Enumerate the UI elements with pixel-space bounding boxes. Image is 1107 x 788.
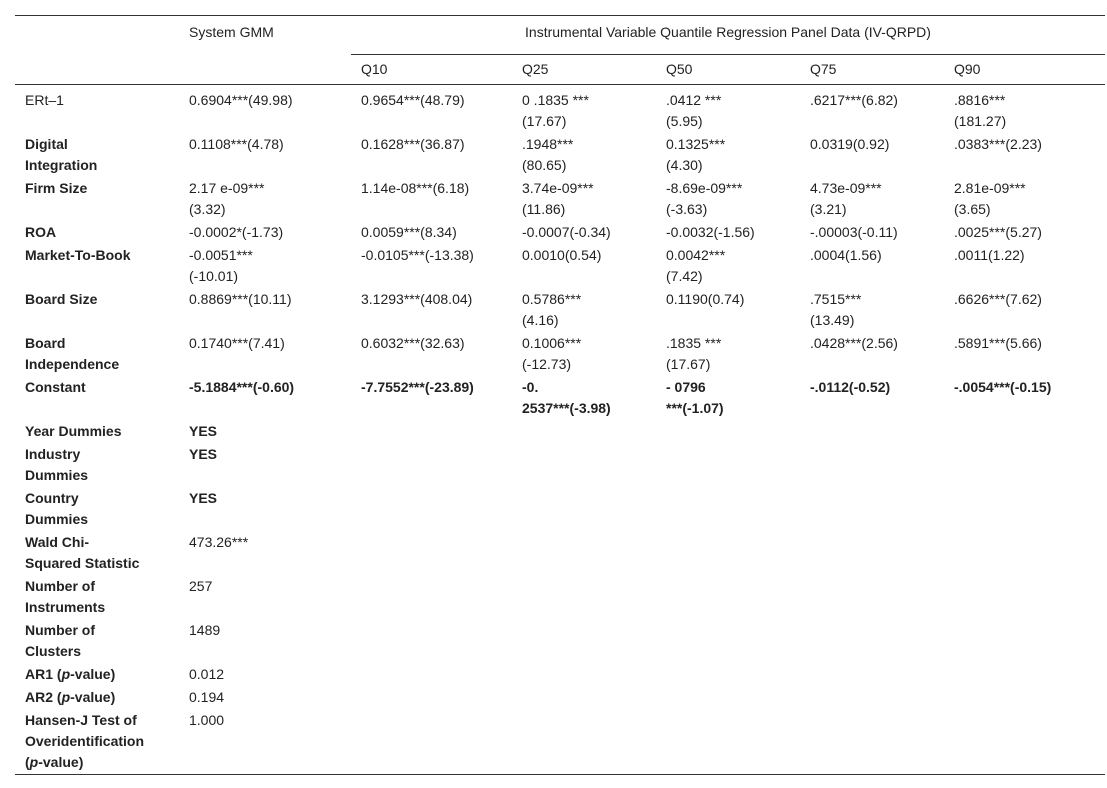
empty-cell [810, 487, 954, 531]
table-cell: 0.0010(0.54) [522, 247, 602, 263]
table-row [15, 85, 1105, 134]
row-label: Digital Integration [25, 136, 98, 173]
empty-cell [666, 531, 810, 575]
header-q90: Q90 [954, 61, 981, 77]
empty-cell [954, 709, 1105, 775]
empty-cell [954, 663, 1105, 686]
header-row-2 [15, 55, 1105, 85]
table-cell: 0.1325*** (4.30) [666, 136, 726, 173]
stat-row [15, 686, 1105, 709]
empty-cell [522, 487, 666, 531]
empty-cell [522, 619, 666, 663]
table-cell: -7.7552***(-23.89) [361, 379, 474, 395]
table-cell: 0.1190(0.74) [666, 291, 745, 307]
empty-cell [954, 686, 1105, 709]
table-cell: 0 .1835 *** (17.67) [522, 85, 666, 134]
table-cell: .5891***(5.66) [954, 335, 1042, 351]
header-q10: Q10 [361, 61, 388, 77]
empty-cell [351, 663, 522, 686]
table-cell: .0383***(2.23) [954, 136, 1042, 152]
table-cell: -0. 2537***(-3.98) [522, 379, 611, 416]
table-cell: -0.0051*** (-10.01) [189, 247, 253, 284]
empty-cell [810, 420, 954, 443]
table-cell: .6626***(7.62) [954, 291, 1042, 307]
table-cell: 0.0042*** (7.42) [666, 247, 726, 284]
table-cell: 4.73e-09*** (3.21) [810, 180, 882, 217]
table-cell: 0.0319(0.92) [810, 136, 890, 152]
empty-cell [810, 575, 954, 619]
table-row [15, 221, 1105, 244]
stat-row [15, 709, 1105, 775]
header-system-gmm: System GMM [189, 16, 351, 55]
empty-cell [351, 575, 522, 619]
table-cell: -5.1884***(-0.60) [189, 379, 295, 395]
table-row [15, 288, 1105, 332]
table-cell: -0.0105***(-13.38) [361, 247, 474, 263]
stat-value: YES [189, 446, 218, 462]
empty-cell [666, 420, 810, 443]
stat-label: AR2 (p-value) [25, 689, 116, 705]
empty-cell [522, 443, 666, 487]
empty-cell [810, 531, 954, 575]
stat-value: 473.26*** [189, 534, 249, 550]
stat-label: Number of Instruments [25, 578, 106, 615]
table-cell: 0.1006*** (-12.73) [522, 335, 582, 372]
stat-value: 0.194 [189, 689, 225, 705]
empty-cell [810, 686, 954, 709]
empty-cell [351, 531, 522, 575]
stat-label: Hansen-J Test of Overidentification (p-value) [15, 709, 189, 775]
row-label: ERt–1 [15, 85, 189, 134]
table-cell: 2.17 e-09*** (3.32) [189, 180, 265, 217]
empty-cell [810, 663, 954, 686]
row-label: Board Independence [25, 335, 120, 372]
empty-cell [666, 663, 810, 686]
row-label: ROA [25, 224, 57, 240]
table-cell: .8816*** (181.27) [954, 85, 1105, 134]
table-row [15, 133, 1105, 177]
stat-value: YES [189, 490, 218, 506]
empty-cell [522, 420, 666, 443]
empty-cell [522, 663, 666, 686]
row-label: Constant [25, 379, 86, 395]
empty-cell [522, 686, 666, 709]
stat-row [15, 443, 1105, 487]
table-cell: .0011(1.22) [954, 247, 1025, 263]
table-cell: 2.81e-09*** (3.65) [954, 180, 1026, 217]
stat-row [15, 487, 1105, 531]
empty-cell [351, 709, 522, 775]
table-cell: 0.6904***(49.98) [189, 85, 351, 134]
stat-value: 1.000 [189, 709, 351, 775]
table-cell: -0.0007(-0.34) [522, 224, 611, 240]
empty-cell [522, 531, 666, 575]
empty-cell [954, 420, 1105, 443]
empty-cell [954, 531, 1105, 575]
table-cell: 0.9654***(48.79) [351, 85, 522, 134]
stat-label: Year Dummies [25, 423, 122, 439]
empty-cell [351, 686, 522, 709]
table-cell: 0.6032***(32.63) [361, 335, 465, 351]
row-label: Board Size [25, 291, 98, 307]
empty-cell [351, 443, 522, 487]
table-cell: -0.0032(-1.56) [666, 224, 755, 240]
empty-cell [522, 709, 666, 775]
table-cell: .6217***(6.82) [810, 85, 954, 134]
stat-value: 257 [189, 578, 213, 594]
empty-cell [666, 487, 810, 531]
table-cell: -.0112(-0.52) [810, 379, 891, 395]
header-ivqrpd: Instrumental Variable Quantile Regression Panel Data (IV-QRPD) [351, 16, 1105, 55]
table-cell: 0.8869***(10.11) [189, 291, 292, 307]
table-cell: 0.1108***(4.78) [189, 136, 284, 152]
empty-cell [954, 443, 1105, 487]
empty-cell [351, 420, 522, 443]
header-empty-cell [189, 55, 351, 85]
stat-label: Industry Dummies [25, 446, 89, 483]
stat-row [15, 663, 1105, 686]
row-label: Firm Size [25, 180, 88, 196]
stat-value: YES [189, 423, 218, 439]
empty-cell [666, 709, 810, 775]
empty-cell [351, 619, 522, 663]
regression-results-table [15, 15, 1105, 775]
stat-row [15, 420, 1105, 443]
header-row-1 [15, 16, 1105, 55]
empty-cell [954, 487, 1105, 531]
empty-cell [810, 619, 954, 663]
empty-cell [810, 443, 954, 487]
stat-label: Wald Chi- Squared Statistic [25, 534, 140, 571]
table-cell: 3.74e-09*** (11.86) [522, 180, 594, 217]
table-row [15, 376, 1105, 420]
table-cell: .1835 *** (17.67) [666, 335, 722, 372]
stat-value: 0.012 [189, 666, 225, 682]
header-q25: Q25 [522, 61, 549, 77]
table-cell: .1948*** (80.65) [522, 136, 574, 173]
empty-cell [666, 575, 810, 619]
stat-label: Number of Clusters [25, 622, 95, 659]
header-empty-cell [15, 55, 189, 85]
empty-cell [666, 619, 810, 663]
stat-value: 1489 [189, 622, 221, 638]
table-cell: -.0054***(-0.15) [954, 379, 1052, 395]
empty-cell [810, 709, 954, 775]
table-row [15, 244, 1105, 288]
table-cell: .0025***(5.27) [954, 224, 1042, 240]
stat-label: AR1 (p-value) [25, 666, 116, 682]
table-cell: 0.5786*** (4.16) [522, 291, 582, 328]
header-q75: Q75 [810, 61, 837, 77]
empty-cell [522, 575, 666, 619]
stat-row [15, 575, 1105, 619]
empty-cell [954, 619, 1105, 663]
table-cell: 0.1740***(7.41) [189, 335, 285, 351]
stat-label: Country Dummies [25, 490, 89, 527]
table-cell: .0412 *** (5.95) [666, 85, 810, 134]
table-cell: 3.1293***(408.04) [361, 291, 473, 307]
table-cell: 1.14e-08***(6.18) [361, 180, 470, 196]
stat-row [15, 531, 1105, 575]
empty-cell [351, 487, 522, 531]
row-label: Market-To-Book [25, 247, 131, 263]
table-cell: -.00003(-0.11) [810, 224, 898, 240]
table-cell: 0.0059***(8.34) [361, 224, 457, 240]
empty-cell [666, 686, 810, 709]
table-cell: -8.69e-09*** (-3.63) [666, 180, 743, 217]
header-empty-cell [15, 16, 189, 55]
table-row [15, 332, 1105, 376]
header-q50: Q50 [666, 61, 693, 77]
table-cell: -0.0002*(-1.73) [189, 224, 284, 240]
table-row [15, 177, 1105, 221]
table-cell: - 0796 ***(-1.07) [666, 379, 724, 416]
table-cell: .7515*** (13.49) [810, 291, 862, 328]
table-cell: .0428***(2.56) [810, 335, 898, 351]
stat-row [15, 619, 1105, 663]
table-cell: 0.1628***(36.87) [361, 136, 465, 152]
empty-cell [954, 575, 1105, 619]
empty-cell [666, 443, 810, 487]
table-cell: .0004(1.56) [810, 247, 882, 263]
